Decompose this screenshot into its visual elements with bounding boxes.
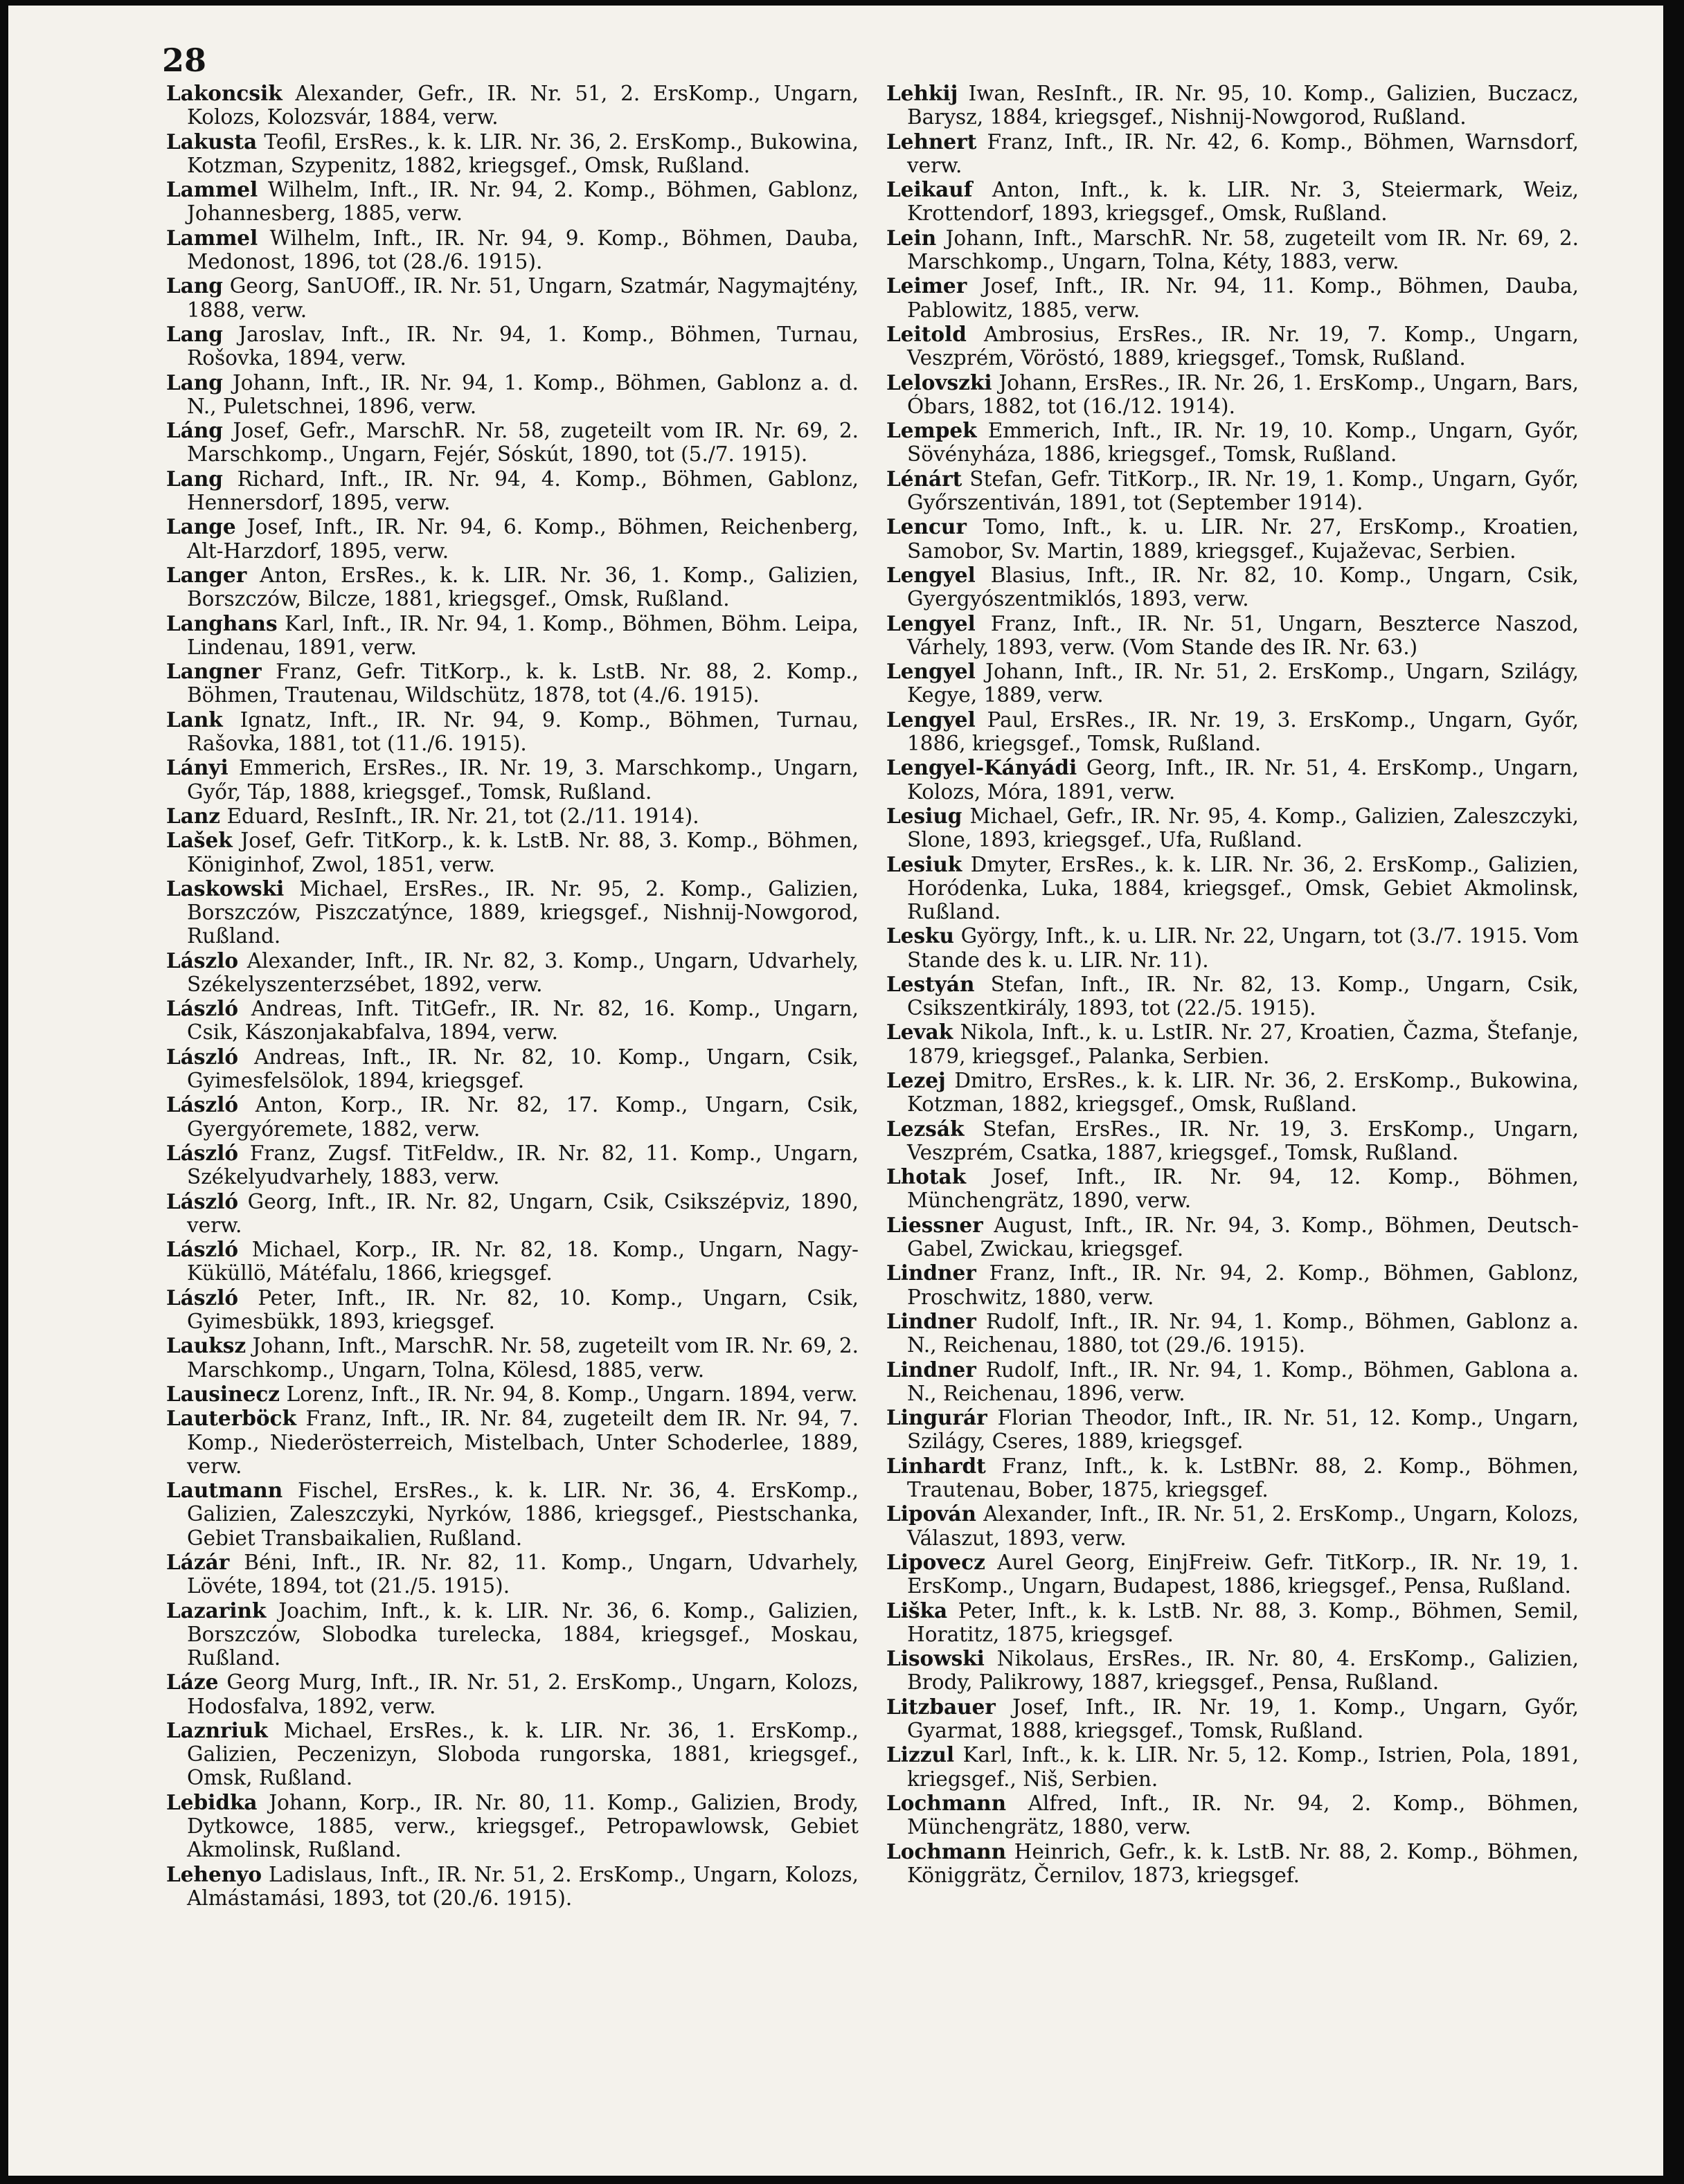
entry-details: Heinrich, Gefr., k. k. LstB. Nr. 88, 2. Komp., Böhmen, Königgrätz, Černilov, 1873, kriegsgef.: [907, 1839, 1579, 1887]
entry-details: Andreas, Inft., IR. Nr. 82, 10. Komp., Ungarn, Csik, Gyimesfelsölok, 1894, kriegsgef.: [187, 1045, 859, 1093]
entry-details: Blasius, Inft., IR. Nr. 82, 10. Komp., Ungarn, Csik, Gyergyószentmiklós, 1893, verw.: [907, 563, 1579, 611]
entry-surname: Lezej: [886, 1068, 946, 1093]
register-entry: [886, 1261, 1579, 1308]
register-entry: [886, 853, 1579, 924]
entry-surname: Lizzul: [886, 1742, 955, 1767]
entry-details: Alexander, Inft., IR. Nr. 51, 2. ErsKomp., Ungarn, Kolozs, Válaszut, 1893, verw.: [907, 1502, 1579, 1550]
entry-surname: László: [166, 1092, 239, 1117]
entry-surname: Levak: [886, 1020, 953, 1045]
entry-details: Lorenz, Inft., IR. Nr. 94, 8. Komp., Ungarn. 1894, verw.: [286, 1382, 858, 1407]
entry-surname: Lakoncsik: [166, 81, 283, 105]
entry-surname: Lauterböck: [166, 1406, 296, 1431]
entry-surname: Lehnert: [886, 129, 977, 154]
entry-details: Tomo, Inft., k. u. LIR. Nr. 27, ErsKomp., Kroatien, Samobor, Sv. Martin, 1889, kriegsgef., Kujaževac, Serbien.: [907, 515, 1579, 563]
entry-details: Josef, Gefr. TitKorp., k. k. LstB. Nr. 88, 3. Komp., Böhmen, Königinhof, Zwol, 1851, verw.: [187, 829, 859, 876]
register-entry: [886, 130, 1579, 177]
entry-details: Karl, Inft., k. k. LIR. Nr. 5, 12. Komp., Istrien, Pola, 1891, kriegsgef., Niš, Serbien.: [907, 1743, 1579, 1791]
entry-surname: Lauksz: [166, 1333, 247, 1358]
entry-details: Jaroslav, Inft., IR. Nr. 94, 1. Komp., Böhmen, Turnau, Rošovka, 1894, verw.: [187, 322, 859, 370]
register-entry: [886, 323, 1579, 370]
register-entry: [886, 563, 1579, 611]
entry-details: Josef, Inft., IR. Nr. 94, 12. Komp., Böhmen, Münchengrätz, 1890, verw.: [907, 1165, 1579, 1213]
register-entry: [886, 1647, 1579, 1694]
entry-details: Franz, Inft., IR. Nr. 51, Ungarn, Beszterce Naszod, Várhely, 1893, verw. (Vom Stande des IR. Nr. 63.): [907, 611, 1579, 659]
entry-details: Georg, SanUOff., IR. Nr. 51, Ungarn, Szatmár, Nagymajtény, 1888, verw.: [187, 274, 859, 322]
register-entry: [166, 1791, 859, 1862]
entry-details: Ladislaus, Inft., IR. Nr. 51, 2. ErsKomp., Ungarn, Kolozs, Almástamási, 1893, tot (20./6. 1915).: [187, 1862, 859, 1910]
entry-surname: Lhotak: [886, 1164, 967, 1189]
register-entry: [166, 1670, 859, 1717]
entry-surname: Lakusta: [166, 129, 258, 154]
entry-surname: Laskowski: [166, 876, 285, 901]
register-entry: [886, 804, 1579, 851]
register-entry: [166, 804, 859, 828]
entry-surname: Lipovecz: [886, 1550, 985, 1575]
entry-details: Andreas, Inft. TitGefr., IR. Nr. 82, 16. Komp., Ungarn, Csik, Kászonjakabfalva, 1894, verw.: [187, 997, 859, 1045]
register-entry: [886, 1454, 1579, 1501]
register-entry: [166, 563, 859, 611]
register-entry: [166, 1407, 859, 1478]
entry-surname: Lengyel-Kányádi: [886, 755, 1077, 780]
entry-details: Anton, ErsRes., k. k. LIR. Nr. 36, 1. Komp., Galizien, Borszczów, Bilcze, 1881, kriegsgef., Omsk, Rußland.: [187, 563, 859, 611]
entry-surname: Lengyel: [886, 659, 976, 684]
entry-surname: Lank: [166, 707, 223, 732]
entry-details: Georg Murg, Inft., IR. Nr. 51, 2. ErsKomp., Ungarn, Kolozs, Hodosfalva, 1892, verw.: [187, 1670, 859, 1718]
register-entry: [166, 178, 859, 225]
entry-surname: Litzbauer: [886, 1694, 996, 1719]
entry-details: Rudolf, Inft., IR. Nr. 94, 1. Komp., Böhmen, Gablona a. N., Reichenau, 1896, verw.: [907, 1357, 1579, 1405]
entry-details: Josef, Inft., IR. Nr. 94, 11. Komp., Böhmen, Dauba, Pablowitz, 1885, verw.: [907, 274, 1579, 322]
register-entry: [166, 1479, 859, 1550]
entry-surname: Lochmann: [886, 1839, 1007, 1863]
entry-details: Johann, Inft., IR. Nr. 94, 1. Komp., Böhmen, Gablonz a. d. N., Puletschnei, 1896, verw.: [187, 370, 859, 418]
register-entry: [166, 1238, 859, 1285]
entry-surname: Lammel: [166, 177, 258, 202]
register-entry: [886, 612, 1579, 659]
entry-details: Johann, Inft., MarschR. Nr. 58, zugeteilt vom IR. Nr. 69, 2. Marschkomp., Ungarn, Tolna, Kölesd, 1885, verw.: [187, 1334, 859, 1382]
entry-surname: Langer: [166, 562, 247, 587]
entry-surname: László: [166, 1285, 239, 1310]
entry-surname: Lanz: [166, 803, 221, 828]
entry-surname: Lesku: [886, 923, 955, 948]
register-entry: [166, 660, 859, 707]
entry-details: Franz, Inft., IR. Nr. 94, 2. Komp., Böhmen, Gablonz, Proschwitz, 1880, verw.: [907, 1261, 1579, 1309]
register-entry: [886, 1310, 1579, 1357]
entry-surname: Langhans: [166, 611, 278, 635]
entry-details: Anton, Inft., k. k. LIR. Nr. 3, Steiermark, Weiz, Krottendorf, 1893, kriegsgef., Omsk, Rußland.: [907, 178, 1579, 226]
entry-details: Nikola, Inft., k. u. LstIR. Nr. 27, Kroatien, Čazma, Štefanje, 1879, kriegsgef., Palanka, Serbien.: [907, 1020, 1579, 1068]
entry-surname: Lingurár: [886, 1405, 987, 1430]
entry-details: Georg, Inft., IR. Nr. 51, 4. ErsKomp., Ungarn, Kolozs, Móra, 1891, verw.: [907, 756, 1579, 804]
entry-surname: Lestyán: [886, 971, 975, 996]
entry-details: Franz, Inft., k. k. LstBNr. 88, 2. Komp., Böhmen, Trautenau, Bober, 1875, kriegsgef.: [907, 1454, 1579, 1502]
entry-surname: Leimer: [886, 273, 967, 298]
entry-surname: Lautmann: [166, 1478, 283, 1503]
register-entry: [886, 1117, 1579, 1164]
register-entry: [166, 829, 859, 876]
entry-details: Franz, Inft., IR. Nr. 42, 6. Komp., Böhmen, Warnsdorf, verw.: [907, 129, 1579, 177]
register-entry: [166, 997, 859, 1044]
entry-details: Florian Theodor, Inft., IR. Nr. 51, 12. Komp., Ungarn, Szilágy, Cseres, 1889, kriegsgef.: [907, 1406, 1579, 1454]
register-entry: [886, 1695, 1579, 1742]
register-entry: [886, 515, 1579, 562]
entry-surname: Lengyel: [886, 562, 976, 587]
register-entry: [886, 1599, 1579, 1646]
register-entry: [166, 949, 859, 996]
register-entry: [886, 274, 1579, 321]
entry-surname: László: [166, 1044, 239, 1069]
entry-details: Johann, Inft., IR. Nr. 51, 2. ErsKomp., Ungarn, Szilágy, Kegye, 1889, verw.: [907, 660, 1579, 707]
entry-surname: Lausinecz: [166, 1382, 280, 1407]
register-entry: [166, 1334, 859, 1381]
entry-details: Peter, Inft., IR. Nr. 82, 10. Komp., Ungarn, Csik, Gyimesbükk, 1893, kriegsgef.: [187, 1285, 859, 1334]
entry-details: Johann, Korp., IR. Nr. 80, 11. Komp., Galizien, Brody, Dytkowce, 1885, verw., kriegsgef., Petropawlowsk, Gebiet Akmolinsk, Rußland.: [187, 1790, 859, 1862]
entry-surname: Lesiug: [886, 803, 962, 828]
entry-surname: Lammel: [166, 225, 258, 250]
entry-details: Wilhelm, Inft., IR. Nr. 94, 9. Komp., Böhmen, Dauba, Medonost, 1896, tot (28./6. 1915).: [187, 226, 859, 273]
entry-surname: Lászlo: [166, 948, 239, 973]
register-entry: [166, 877, 859, 948]
register-entry: [166, 756, 859, 803]
entry-surname: Leikauf: [886, 177, 973, 202]
entry-details: Peter, Inft., k. k. LstB. Nr. 88, 3. Komp., Böhmen, Semil, Horatitz, 1875, kriegsgef.: [907, 1598, 1579, 1646]
entry-surname: Liška: [886, 1598, 948, 1623]
entry-details: Teofil, ErsRes., k. k. LIR. Nr. 36, 2. ErsKomp., Bukowina, Kotzman, Szypenitz, 1882, kriegsgef., Omsk, Rußland.: [187, 129, 859, 177]
entry-surname: Lempek: [886, 418, 977, 443]
entry-details: Johann, Inft., MarschR. Nr. 58, zugeteilt vom IR. Nr. 69, 2. Marschkomp., Ungarn, Tolna, Kéty, 1883, verw.: [907, 226, 1579, 273]
entry-details: Iwan, ResInft., IR. Nr. 95, 10. Komp., Galizien, Buczacz, Barysz, 1884, kriegsgef., Nishnij-Nowgorod, Rußland.: [907, 82, 1579, 129]
register-entry: [166, 1045, 859, 1092]
entry-details: August, Inft., IR. Nr. 94, 3. Komp., Böhmen, Deutsch-Gabel, Zwickau, kriegsgef.: [907, 1213, 1579, 1261]
register-entry: [166, 1141, 859, 1189]
right-column: [886, 82, 1579, 1888]
register-entry: [166, 1551, 859, 1598]
entry-surname: Laznriuk: [166, 1718, 268, 1742]
entry-surname: Lang: [166, 321, 223, 346]
entry-details: Michael, Korp., IR. Nr. 82, 18. Komp., Ungarn, Nagy-Küküllö, Mátéfalu, 1866, kriegsgef.: [187, 1238, 859, 1285]
entry-details: Emmerich, ErsRes., IR. Nr. 19, 3. Marschkomp., Ungarn, Győr, Táp, 1888, kriegsgef., Tomsk, Rußland.: [187, 756, 859, 804]
register-entry: [166, 274, 859, 321]
register-entry: [166, 323, 859, 370]
register-entry: [886, 419, 1579, 466]
entry-details: Stefan, Gefr. TitKorp., IR. Nr. 19, 1. Komp., Ungarn, Győr, Győrszentiván, 1891, tot (September 1914).: [907, 467, 1579, 514]
entry-surname: Lengyel: [886, 611, 976, 635]
entry-details: Béni, Inft., IR. Nr. 82, 11. Komp., Ungarn, Udvarhely, Lövéte, 1894, tot (21./5. 1915).: [187, 1551, 859, 1598]
entry-surname: Lindner: [886, 1261, 976, 1285]
entry-details: Emmerich, Inft., IR. Nr. 19, 10. Komp., Ungarn, Győr, Sövényháza, 1886, kriegsgef., Tomsk, Rußland.: [907, 419, 1579, 467]
register-entry: [886, 1406, 1579, 1453]
entry-surname: László: [166, 1237, 239, 1262]
entry-details: György, Inft., k. u. LIR. Nr. 22, Ungarn, tot (3./7. 1915. Vom Stande des k. u. LIR. Nr. 11).: [907, 924, 1579, 972]
entry-details: Alexander, Gefr., IR. Nr. 51, 2. ErsKomp., Ungarn, Kolozs, Kolozsvár, 1884, verw.: [187, 82, 859, 129]
entry-details: Ignatz, Inft., IR. Nr. 94, 9. Komp., Böhmen, Turnau, Rašovka, 1881, tot (11./6. 1915).: [187, 707, 859, 755]
register-entry: [886, 1020, 1579, 1067]
entry-details: Josef, Gefr., MarschR. Nr. 58, zugeteilt vom IR. Nr. 69, 2. Marschkomp., Ungarn, Fejér, Sóskút, 1890, tot (5./7. 1915).: [187, 419, 859, 467]
entry-details: Franz, Zugsf. TitFeldw., IR. Nr. 82, 11. Komp., Ungarn, Székelyudvarhely, 1883, verw.: [187, 1141, 859, 1189]
entry-surname: Lengyel: [886, 707, 976, 732]
register-entry: [166, 226, 859, 273]
entry-surname: Lebidka: [166, 1789, 258, 1814]
register-entry: [166, 1286, 859, 1333]
entry-details: Franz, Inft., IR. Nr. 84, zugeteilt dem IR. Nr. 94, 7. Komp., Niederösterreich, Mistelbach, Unter Schoderlee, 1889, verw.: [187, 1407, 859, 1478]
entry-surname: Lehenyo: [166, 1861, 262, 1886]
entry-details: Michael, ErsRes., IR. Nr. 95, 2. Komp., Galizien, Borszczów, Piszczatýnce, 1889, kriegsgef., Nishnij-Nowgorod, Rußland.: [187, 876, 859, 948]
entry-details: Dmyter, ErsRes., k. k. LIR. Nr. 36, 2. ErsKomp., Galizien, Horódenka, Luka, 1884, kriegsgef., Omsk, Gebiet Akmolinsk, Rußland.: [907, 852, 1579, 923]
entry-details: Richard, Inft., IR. Nr. 94, 4. Komp., Böhmen, Gablonz, Hennersdorf, 1895, verw.: [187, 467, 859, 514]
entry-details: Stefan, Inft., IR. Nr. 82, 13. Komp., Ungarn, Csik, Csikszentkirály, 1893, tot (22./5. 1915).: [907, 972, 1579, 1020]
entry-surname: Lang: [166, 466, 223, 491]
entry-details: Fischel, ErsRes., k. k. LIR. Nr. 36, 4. ErsKomp., Galizien, Zaleszczyki, Nyrków, 1886, kriegsgef., Piestschanka, Gebiet Transbaikalien, Rußland.: [187, 1479, 859, 1550]
entry-surname: Lehkij: [886, 81, 958, 105]
register-entry: [166, 1093, 859, 1140]
register-entry: [166, 1599, 859, 1670]
register-entry: [166, 612, 859, 659]
entry-surname: Lang: [166, 370, 223, 395]
entry-details: Aurel Georg, EinjFreiw. Gefr. TitKorp., IR. Nr. 19, 1. ErsKomp., Ungarn, Budapest, 1886, kriegsgef., Pensa, Rußland.: [907, 1551, 1579, 1598]
entry-details: Josef, Inft., IR. Nr. 19, 1. Komp., Ungarn, Győr, Gyarmat, 1888, kriegsgef., Tomsk, Rußland.: [907, 1695, 1579, 1742]
entry-surname: Liessner: [886, 1212, 983, 1237]
entry-surname: Leitold: [886, 321, 967, 346]
register-entry: [166, 1863, 859, 1910]
entry-surname: Lénárt: [886, 466, 962, 491]
register-entry: [166, 130, 859, 177]
page: [8, 6, 1663, 2176]
entry-surname: László: [166, 996, 239, 1021]
register-entry: [166, 419, 859, 466]
register-entry: [886, 82, 1579, 129]
register-entry: [886, 1792, 1579, 1839]
register-entry: [886, 708, 1579, 755]
register-entry: [886, 1213, 1579, 1261]
entry-details: Josef, Inft., IR. Nr. 94, 6. Komp., Böhmen, Reichenberg, Alt-Harzdorf, 1895, verw.: [187, 515, 859, 563]
register-entry: [886, 756, 1579, 803]
entry-details: Eduard, ResInft., IR. Nr. 21, tot (2./11. 1914).: [226, 804, 699, 828]
page-number: 28: [162, 42, 207, 79]
entry-surname: Lázár: [166, 1550, 230, 1575]
register-entry: [166, 467, 859, 514]
register-entry: [886, 467, 1579, 514]
entry-details: Dmitro, ErsRes., k. k. LIR. Nr. 36, 2. ErsKomp., Bukowina, Kotzman, 1882, kriegsgef., Omsk, Rußland.: [907, 1069, 1579, 1117]
register-entry: [886, 973, 1579, 1020]
entry-surname: Lezsák: [886, 1116, 965, 1141]
register-entry: [886, 371, 1579, 418]
register-entry: [166, 1719, 859, 1790]
entry-details: Karl, Inft., IR. Nr. 94, 1. Komp., Böhmen, Böhm. Leipa, Lindenau, 1891, verw.: [187, 611, 859, 659]
entry-details: Johann, ErsRes., IR. Nr. 26, 1. ErsKomp., Ungarn, Bars, Óbars, 1882, tot (16./12. 1914).: [907, 370, 1579, 418]
entry-surname: Lochmann: [886, 1790, 1007, 1815]
register-entry: [886, 924, 1579, 971]
entry-surname: Lipován: [886, 1501, 976, 1526]
entry-surname: Lányi: [166, 755, 229, 780]
entry-details: Alfred, Inft., IR. Nr. 94, 2. Komp., Böhmen, Münchengrätz, 1880, verw.: [907, 1791, 1579, 1839]
register-entry: [886, 1840, 1579, 1887]
entry-surname: Lange: [166, 514, 236, 539]
register-entry: [886, 1165, 1579, 1212]
entry-surname: Lesiuk: [886, 851, 962, 876]
entry-surname: Lazarink: [166, 1598, 267, 1623]
register-entry: [166, 1190, 859, 1237]
entry-surname: Lencur: [886, 514, 967, 539]
register-entry: [886, 226, 1579, 273]
entry-details: Stefan, ErsRes., IR. Nr. 19, 3. ErsKomp., Ungarn, Veszprém, Csatka, 1887, kriegsgef., Tomsk, Rußland.: [907, 1117, 1579, 1164]
entry-details: Michael, ErsRes., k. k. LIR. Nr. 36, 1. ErsKomp., Galizien, Peczenizyn, Sloboda rungorska, 1881, kriegsgef., Omsk, Rußland.: [187, 1719, 859, 1790]
register-entry: [166, 515, 859, 562]
register-entry: [166, 1382, 859, 1406]
register-entry: [886, 1743, 1579, 1790]
entry-surname: László: [166, 1189, 239, 1213]
entry-surname: Langner: [166, 659, 262, 684]
register-entry: [886, 1502, 1579, 1549]
register-entry: [886, 1069, 1579, 1116]
entry-details: Rudolf, Inft., IR. Nr. 94, 1. Komp., Böhmen, Gablonz a. N., Reichenau, 1880, tot (29./6. 1915).: [907, 1310, 1579, 1357]
entry-surname: Láze: [166, 1670, 219, 1695]
entry-surname: Lindner: [886, 1309, 976, 1334]
entry-details: Franz, Gefr. TitKorp., k. k. LstB. Nr. 88, 2. Komp., Böhmen, Trautenau, Wildschütz, 1878, tot (4./6. 1915).: [187, 660, 859, 707]
entry-surname: László: [166, 1141, 239, 1166]
register-entry: [166, 82, 859, 129]
entry-surname: Lisowski: [886, 1646, 985, 1671]
entry-surname: Lein: [886, 225, 937, 250]
register-entry: [166, 371, 859, 418]
entry-surname: Láng: [166, 418, 223, 443]
entry-surname: Linhardt: [886, 1453, 986, 1478]
entry-details: Ambrosius, ErsRes., IR. Nr. 19, 7. Komp., Ungarn, Veszprém, Vöröstó, 1889, kriegsgef., Tomsk, Rußland.: [907, 322, 1579, 370]
entry-details: Georg, Inft., IR. Nr. 82, Ungarn, Csik, Csikszépviz, 1890, verw.: [187, 1189, 859, 1237]
register-entry: [886, 660, 1579, 707]
entry-details: Paul, ErsRes., IR. Nr. 19, 3. ErsKomp., Ungarn, Győr, 1886, kriegsgef., Tomsk, Rußland.: [907, 707, 1579, 755]
entry-surname: Lašek: [166, 828, 233, 853]
entry-details: Nikolaus, ErsRes., IR. Nr. 80, 4. ErsKomp., Galizien, Brody, Palikrowy, 1887, kriegsgef., Pensa, Rußland.: [907, 1647, 1579, 1695]
entry-details: Michael, Gefr., IR. Nr. 95, 4. Komp., Galizien, Zaleszczyki, Slone, 1893, kriegsgef., Ufa, Rußland.: [907, 804, 1579, 852]
entry-details: Alexander, Inft., IR. Nr. 82, 3. Komp., Ungarn, Udvarhely, Székelyszenterzsébet, 1892, verw.: [187, 948, 859, 996]
register-entry: [886, 178, 1579, 225]
entry-surname: Lang: [166, 273, 223, 298]
register-entry: [886, 1551, 1579, 1598]
register-entry: [886, 1358, 1579, 1405]
entry-details: Joachim, Inft., k. k. LIR. Nr. 36, 6. Komp., Galizien, Borszczów, Slobodka turelecka, 1884, kriegsgef., Moskau, Rußland.: [187, 1598, 859, 1670]
left-column: [166, 82, 859, 1911]
entry-details: Anton, Korp., IR. Nr. 82, 17. Komp., Ungarn, Csik, Gyergyóremete, 1882, verw.: [187, 1093, 859, 1141]
entry-details: Wilhelm, Inft., IR. Nr. 94, 2. Komp., Böhmen, Gablonz, Johannesberg, 1885, verw.: [187, 178, 859, 226]
entry-surname: Lelovszki: [886, 370, 992, 395]
register-entry: [166, 708, 859, 755]
entry-surname: Lindner: [886, 1357, 976, 1382]
